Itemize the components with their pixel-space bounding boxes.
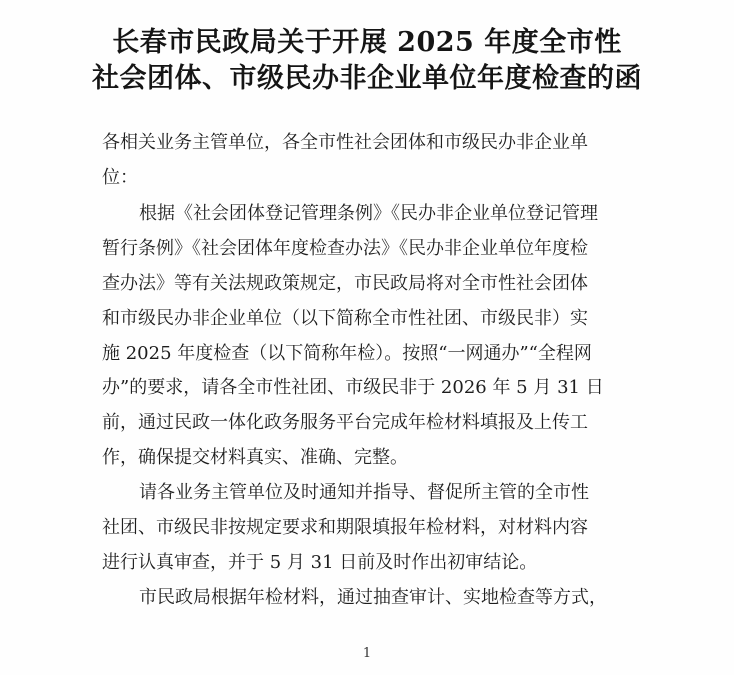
paragraph-1-line: 暂行条例》《社会团体年度检查办法》《民办非企业单位年度检 [102, 238, 588, 259]
paragraph-3-line: 市民政局根据年检材料，通过抽查审计、实地检查等方式， [139, 587, 607, 608]
paragraph-1-line: 根据《社会团体登记管理条例》《民办非企业单位登记管理 [139, 203, 598, 224]
document-title-line-1: 长春市民政局关于开展 2025 年度全市性 [112, 27, 622, 58]
paragraph-1-line: 施 2025 年度检查（以下简称年检）。按照“一网通办”“全程网 [102, 343, 592, 364]
paragraph-1-line: 查办法》等有关法规政策规定，市民政局将对全市性社会团体 [102, 273, 588, 294]
paragraph-1-line: 前，通过民政一体化政务服务平台完成年检材料填报及上传工 [102, 412, 588, 433]
salutation-line: 各相关业务主管单位，各全市性社会团体和市级民办非企业单 [102, 132, 588, 153]
page-number: 1 [362, 646, 372, 661]
paragraph-1-line: 和市级民办非企业单位（以下简称全市性社团、市级民非）实 [102, 308, 588, 329]
paragraph-1-line: 作，确保提交材料真实、准确、完整。 [102, 447, 408, 468]
paragraph-2-line: 社团、市级民非按规定要求和期限填报年检材料，对材料内容 [102, 517, 588, 538]
paragraph-2-line: 进行认真审查，并于 5 月 31 日前及时作出初审结论。 [102, 552, 538, 573]
document-title-line-2: 社会团体、市级民办非企业单位年度检查的函 [92, 63, 642, 94]
paragraph-2-line: 请各业务主管单位及时通知并指导、督促所主管的全市性 [139, 482, 589, 503]
salutation-line: 位： [102, 167, 138, 188]
paragraph-1-line: 办”的要求，请各全市性社团、市级民非于 2026 年 5 月 31 日 [102, 377, 604, 398]
